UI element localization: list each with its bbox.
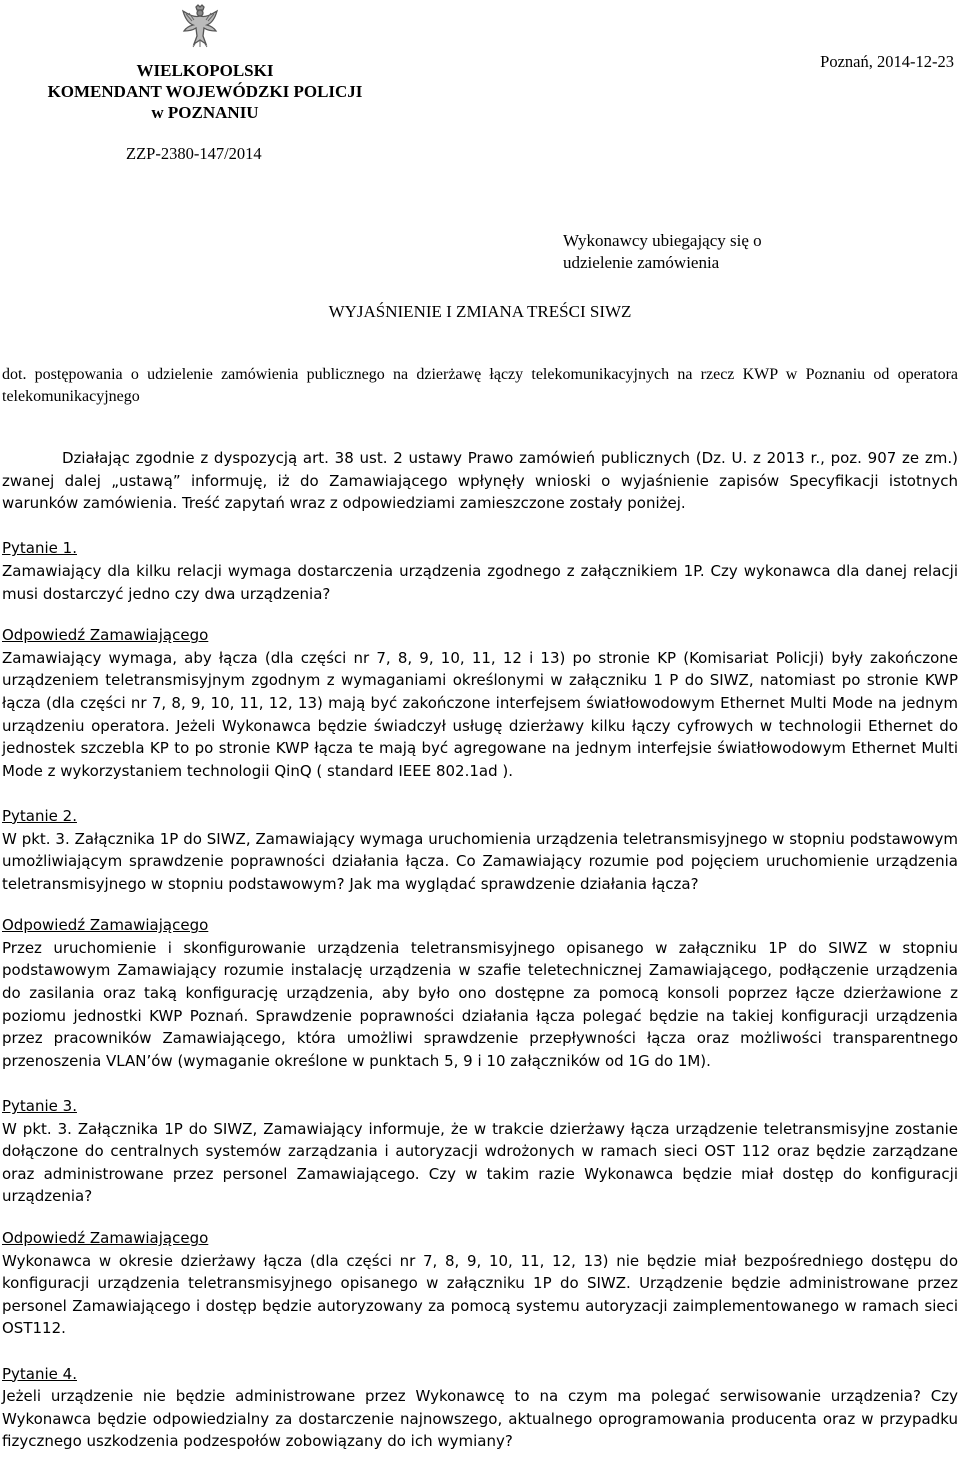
document-title: WYJAŚNIENIE I ZMIANA TREŚCI SIWZ (328, 302, 632, 321)
question-2-label: Pytanie 2. (2, 806, 77, 825)
reference-number: ZZP-2380-147/2014 (126, 144, 262, 163)
intro-text-b: Treść zapytań wraz z odpowiedziami zamieszczone zostały poniżej. (177, 494, 686, 513)
answer-3-label: Odpowiedź Zamawiającego (2, 1229, 209, 1247)
question-1-text: Zamawiający dla kilku relacji wymaga dostarczenia urządzenia zgodnego z załącznikiem 1P. Czy wykonawca dla danej relacji musi dostarczyć jedno czy dwa urządzenia? (2, 561, 958, 603)
addressee (563, 230, 762, 274)
question-1-label: Pytanie 1. (2, 539, 77, 558)
document-date: Poznań, 2014-12-23 (820, 52, 954, 71)
subject-line: dot. postępowania o udzielenie zamówienia publicznego na dzierżawę łączy telekomunikacyjnych na rzecz KWP w Poznaniu od operatora telekomunikacyjnego (2, 366, 958, 405)
answer-3-text: Wykonawca w okresie dzierżawy łącza (dla części nr 7, 8, 9, 10, 11, 12, 13) nie będzie miał bezpośredniego dostępu do konfiguracji urządzenia teletransmisyjnego opisanego w załączniku 1P do SIWZ. Urządzenie będzie administrowane przez personel Zamawiającego i dostęp będzie autoryzowany za pomocą systemu autoryzacji zaimplementowanego w ramach sieci OST112. (2, 1251, 958, 1338)
answer-2-label: Odpowiedź Zamawiającego (2, 916, 209, 935)
intro-paragraph (2, 447, 958, 515)
answer-1-text: Zamawiający wymaga, aby łącza (dla części nr 7, 8, 9, 10, 11, 12 i 13) po stronie KP (Komisariat Policji) były zakończone urządzeniem teletransmisyjnym zgodnym z wymaganiami określonymi w załączniku 1 P do SIWZ, natomiast po stronie KWP łącza (dla części nr 7, 8, 9, 10, 11, 12, 13) mają być zakończone interfejsem światłowodowym Ethernet Multi Mode na jednym urządzeniu operatora. Jeżeli Wykonawca będzie świadczył usługę dzierżawy kilku łączy cyfrowych w technologii Ethernet do jednostek szczebla KP to po stronie KWP łącza te mają być agregowane na jednym interfejsie światłowodowym Ethernet Multi Mode z wykorzystaniem technologii QinQ ( standard IEEE 802.1ad ). (2, 648, 958, 780)
question-3-text: W pkt. 3. Załącznika 1P do SIWZ, Zamawiający informuje, że w trakcie dzierżawy łącza urządzenie teletransmisyjne zostanie dołączone do centralnych systemów zarządzania i autoryzacji wdrożonych w ramach sieci OST 112 oraz będzie zarządzane oraz administrowane przez personel Zamawiającego. Czy w takim razie Wykonawca będzie miał dostęp do konfiguracji urządzenia? (2, 1119, 958, 1206)
document-body (2, 447, 958, 1453)
org-line-1: WIELKOPOLSKI (136, 61, 274, 80)
question-2-text: W pkt. 3. Załącznika 1P do SIWZ, Zamawiający wymaga uruchomienia urządzenia teletransmisyjnego w stopniu podstawowym umożliwiającym sprawdzenie poprawności działania łącza. Co Zamawiający rozumie pod pojęciem uruchomienie urządzenia teletransmisyjnego w stopniu podstawowym? Jak ma wyglądać sprawdzenie działania łącza? (2, 829, 958, 893)
addressee-line-1: Wykonawcy ubiegający się o (563, 231, 762, 250)
polish-eagle-emblem-icon (180, 4, 220, 48)
intro-text-a: Działając zgodnie z dyspozycją art. 38 ust. 2 ustawy Prawo zamówień publicznych (Dz. U. z 2013 r., poz. 907 ze zm.) zwanej dalej „ustawą” informuję, iż do Zamawiającego wpłynęły wnioski o wyjaśnienie zapisów Specyfikacji istotnych warunków zamówienia. (2, 449, 958, 513)
org-line-2: KOMENDANT WOJEWÓDZKI POLICJI (47, 82, 363, 101)
org-line-3: w POZNANIU (151, 103, 259, 122)
question-3-label: Pytanie 3. (2, 1097, 77, 1116)
organization-header (40, 60, 370, 123)
question-4-label: Pytanie 4. (2, 1364, 77, 1383)
answer-1-label: Odpowiedź Zamawiającego (2, 626, 209, 645)
addressee-line-2: udzielenie zamówienia (563, 253, 720, 272)
question-4-text: Jeżeli urządzenie nie będzie administrowane przez Wykonawcę to na czym ma polegać serwisowanie urządzenia? Czy Wykonawca będzie odpowiedzialny za dostarczenie najnowszego, aktualnego oprogramowania producenta oraz w przypadku fizycznego uszkodzenia podzespołów zobowiązany do ich wymiany? (2, 1387, 958, 1451)
answer-2-text: Przez uruchomienie i skonfigurowanie urządzenia teletransmisyjnego opisanego w załączniku 1P do SIWZ w stopniu podstawowym Zamawiający rozumie instalację urządzenia w szafie teletechnicznej Zamawiającego, podłączenie urządzenia do zasilania oraz taką konfigurację urządzenia, aby było ono dostępne za pomocą konsoli poprzez łącze dzierżawione z poziomu jednostki KWP Poznań. Sprawdzenie poprawności działania łącza polegać będzie na takiej konfiguracji urządzenia przez pracowników Zamawiającego, która umożliwi sprawdzenie przepływności łącza oraz możliwości transparentnego przenoszenia VLAN’ów (wymaganie określone w punktach 5, 9 i 10 załączników od 1G do 1M). (2, 938, 958, 1070)
